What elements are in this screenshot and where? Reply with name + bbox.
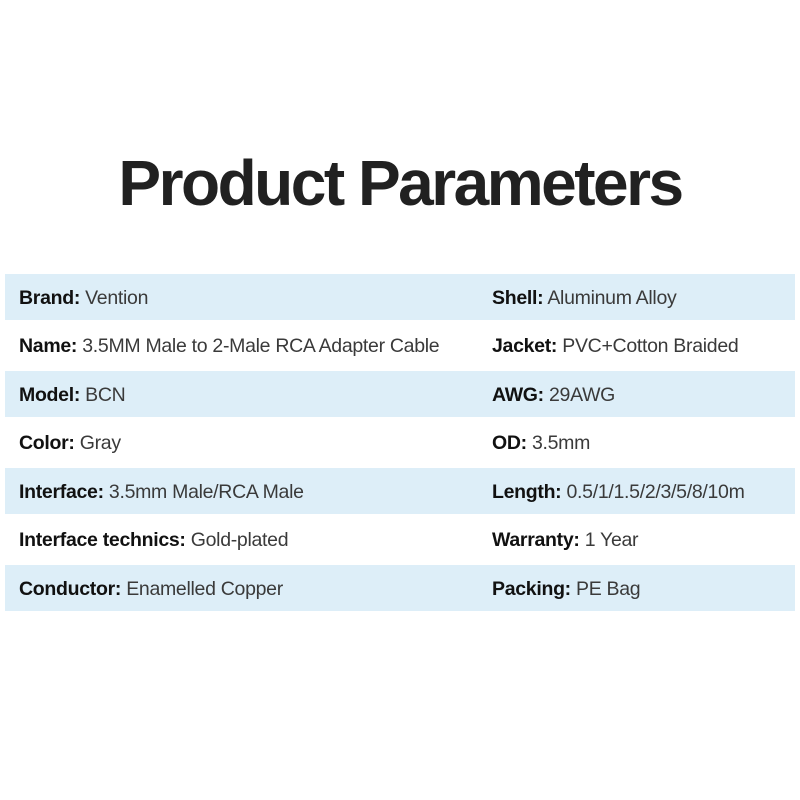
param-value: 29AWG: [549, 383, 616, 406]
param-cell-left: [5, 432, 492, 455]
param-cell-right: [492, 481, 795, 504]
param-value: 3.5mm: [531, 432, 591, 455]
param-value: 3.5mm Male/RCA Male: [108, 480, 304, 503]
param-cell-right: [492, 432, 795, 455]
param-label: Packing:: [492, 577, 571, 600]
param-label: OD:: [492, 432, 527, 455]
param-label: Conductor:: [19, 577, 122, 600]
param-label: AWG:: [492, 383, 544, 406]
param-value: PVC+Cotton Braided: [562, 335, 739, 358]
param-value: Enamelled Copper: [126, 577, 283, 600]
parameters-table: [5, 274, 795, 614]
param-label: Name:: [19, 335, 78, 358]
param-value: Gold-plated: [190, 529, 289, 552]
param-value: PE Bag: [576, 577, 641, 600]
table-row: [5, 420, 795, 469]
table-row: [5, 371, 795, 420]
param-value: Aluminum Alloy: [547, 286, 677, 309]
param-label: Length:: [492, 480, 562, 503]
param-cell-right: [492, 335, 795, 358]
param-label: Jacket:: [492, 335, 558, 358]
param-value: 3.5MM Male to 2-Male RCA Adapter Cable: [82, 335, 440, 358]
param-cell-right: [492, 287, 795, 310]
table-row: [5, 274, 795, 323]
param-value: 0.5/1/1.5/2/3/5/8/10m: [566, 480, 745, 503]
param-cell-left: [5, 287, 492, 310]
param-cell-left: [5, 335, 492, 358]
table-row: [5, 517, 795, 566]
table-row: [5, 565, 795, 614]
param-value: Vention: [85, 286, 149, 309]
page-title: Product Parameters: [118, 147, 682, 219]
param-cell-left: [5, 481, 492, 504]
param-label: Shell:: [492, 286, 544, 309]
param-label: Model:: [19, 383, 81, 406]
table-row: [5, 468, 795, 517]
table-row: [5, 323, 795, 372]
param-cell-right: [492, 578, 795, 601]
param-value: 1 Year: [584, 529, 639, 552]
param-value: BCN: [85, 383, 126, 406]
param-value: Gray: [79, 432, 121, 455]
param-cell-right: [492, 529, 795, 552]
param-label: Interface technics:: [19, 529, 186, 552]
param-cell-left: [5, 529, 492, 552]
param-label: Color:: [19, 432, 75, 455]
param-cell-left: [5, 578, 492, 601]
param-label: Brand:: [19, 286, 81, 309]
param-cell-right: [492, 384, 795, 407]
param-cell-left: [5, 384, 492, 407]
param-label: Warranty:: [492, 529, 580, 552]
param-label: Interface:: [19, 480, 104, 503]
